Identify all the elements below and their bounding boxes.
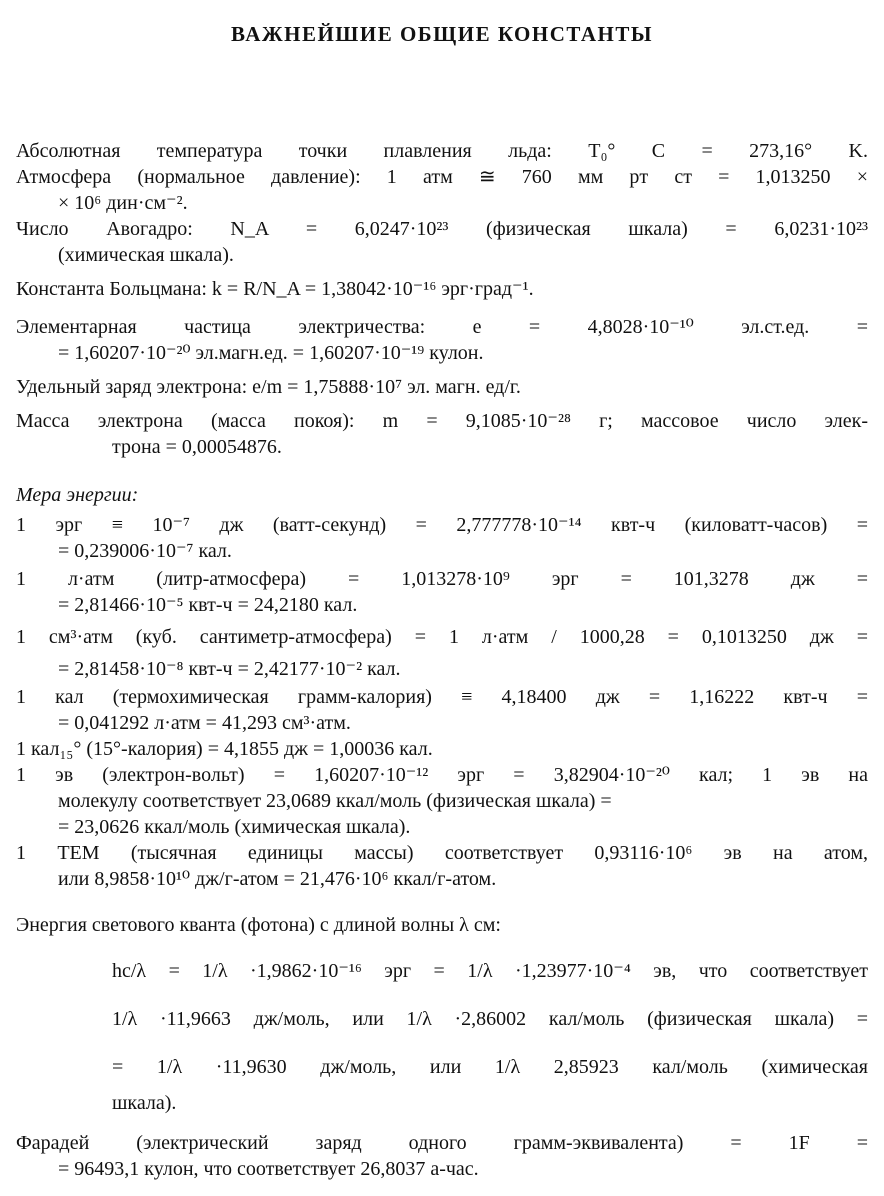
elementary-charge-line-2: = 1,60207·10⁻²⁰ эл.магн.ед. = 1,60207·10⁻¹⁹ кулон. — [58, 342, 484, 364]
photon-energy-line-1: hc/λ = 1/λ ·1,9862·10⁻¹⁶ эрг = 1/λ ·1,23977·10⁻⁴ эв, что соответствует — [112, 960, 868, 982]
photon-energy-heading: Энергия светового кванта (фотона) с длиной волны λ см: — [16, 914, 501, 936]
atmosphere-line-1: Атмосфера (нормальное давление): 1 атм ≅ 760 мм pт ст = 1,013250 × — [16, 166, 868, 188]
boltzmann-constant: Константа Больцмана: k = R/N_A = 1,38042·10⁻¹⁶ эрг·град⁻¹. — [16, 278, 534, 300]
avogadro-line-2: (химическая шкала). — [58, 244, 234, 266]
electron-volt-line-1: 1 эв (электрон-вольт) = 1,60207·10⁻¹² эрг = 3,82904·10⁻²⁰ кал; 1 эв на — [16, 764, 868, 786]
electron-mass-line-2: трона = 0,00054876. — [112, 436, 282, 458]
cm3-atm-line-1: 1 см³·атм (куб. сантиметр-атмосфера) = 1 л·атм / 1000,28 = 0,1013250 дж = — [16, 626, 868, 648]
photon-energy-line-2: 1/λ ·11,9663 дж/моль, или 1/λ ·2,86002 кал/моль (физическая шкала) = — [112, 1008, 868, 1030]
photon-energy-line-4: шкала). — [112, 1092, 177, 1114]
calorie-15-line: 1 кал₁₅° (15°-калория) = 4,1855 дж = 1,00036 кал. — [16, 738, 433, 760]
energy-measure-heading: Мера энергии: — [16, 484, 139, 506]
avogadro-line-1: Число Авогадро: N_A = 6,0247·10²³ (физическая шкала) = 6,0231·10²³ — [16, 218, 868, 240]
erg-line-2: = 0,239006·10⁻⁷ кал. — [58, 540, 232, 562]
electron-mass-line-1: Масса электрона (масса покоя): m = 9,1085·10⁻²⁸ г; массовое число элек- — [16, 410, 868, 432]
mass-unit-line-2: или 8,9858·10¹⁰ дж/г-атом = 21,476·10⁶ ккал/г-атом. — [58, 868, 497, 890]
faraday-line-1: Фарадей (электрический заряд одного грамм-эквивалента) = 1F = — [16, 1132, 868, 1154]
ice-melting-temperature: Абсолютная температура точки плавления льда: T₀° C = 273,16° K. — [16, 140, 868, 162]
faraday-line-2: = 96493,1 кулон, что соответствует 26,8037 а-час. — [58, 1158, 479, 1180]
elementary-charge-line-1: Элементарная частица электричества: e = 4,8028·10⁻¹⁰ эл.ст.ед. = — [16, 316, 868, 338]
atmosphere-line-2: × 10⁶ дин·см⁻². — [58, 192, 188, 214]
photon-energy-line-3: = 1/λ ·11,9630 дж/моль, или 1/λ 2,85923 кал/моль (химическая — [112, 1056, 868, 1078]
electron-volt-line-2: молекулу соответствует 23,0689 ккал/моль (физическая шкала) = — [58, 790, 612, 812]
litre-atm-line-2: = 2,81466·10⁻⁵ квт-ч = 24,2180 кал. — [58, 594, 358, 616]
cm3-atm-line-2: = 2,81458·10⁻⁸ квт-ч = 2,42177·10⁻² кал. — [58, 658, 401, 680]
page-title: ВАЖНЕЙШИЕ ОБЩИЕ КОНСТАНТЫ — [231, 22, 653, 46]
calorie-line-1: 1 кал (термохимическая грамм-калория) ≡ 4,18400 дж = 1,16222 квт-ч = — [16, 686, 868, 708]
calorie-line-2: = 0,041292 л·атм = 41,293 см³·атм. — [58, 712, 351, 734]
litre-atm-line-1: 1 л·атм (литр-атмосфера) = 1,013278·10⁹ эрг = 101,3278 дж = — [16, 568, 868, 590]
electron-specific-charge: Удельный заряд электрона: e/m = 1,75888·10⁷ эл. магн. ед/г. — [16, 376, 521, 398]
mass-unit-line-1: 1 ТЕМ (тысячная единицы массы) соответствует 0,93116·10⁶ эв на атом, — [16, 842, 868, 864]
erg-line-1: 1 эрг ≡ 10⁻⁷ дж (ватт-секунд) = 2,777778·10⁻¹⁴ квт-ч (киловатт-часов) = — [16, 514, 868, 536]
electron-volt-line-3: = 23,0626 ккал/моль (химическая шкала). — [58, 816, 411, 838]
